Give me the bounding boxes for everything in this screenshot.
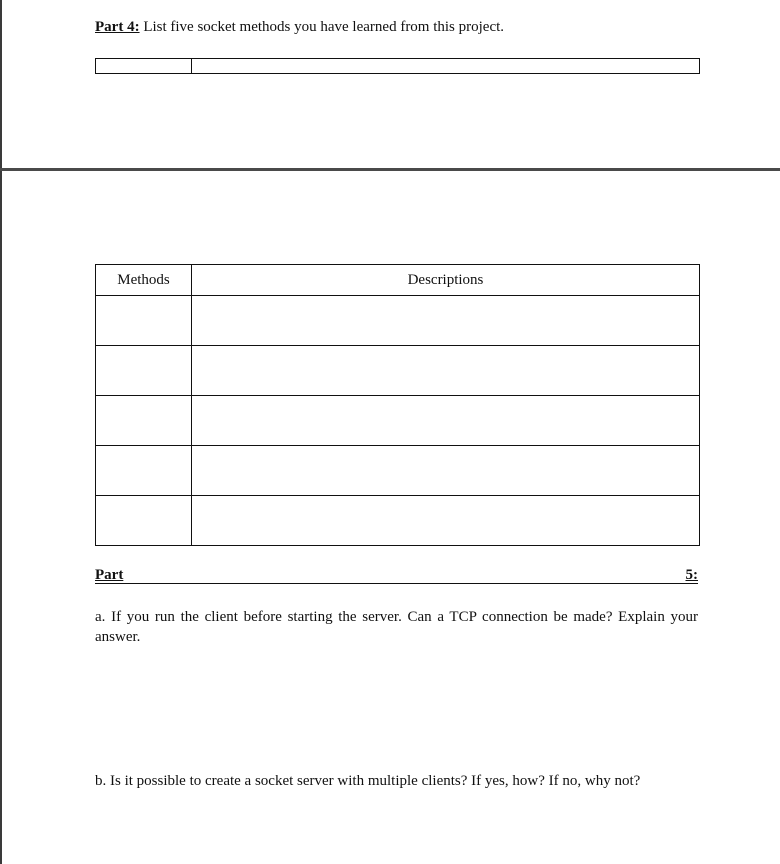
description-cell[interactable] xyxy=(192,496,700,546)
method-cell[interactable] xyxy=(96,496,192,546)
table-stub-top xyxy=(95,58,700,74)
question-b: b. Is it possible to create a socket server with multiple clients? If yes, how? If no, why not? xyxy=(95,773,641,789)
part4-label: Part 4: xyxy=(95,19,140,35)
header-methods: Methods xyxy=(96,265,192,296)
part4-text: List five socket methods you have learned from this project. xyxy=(139,19,505,35)
table-header-row xyxy=(96,265,700,296)
part5-heading xyxy=(95,566,698,584)
description-cell[interactable] xyxy=(192,396,700,446)
table-row xyxy=(96,296,700,346)
table-row xyxy=(96,496,700,546)
table-row xyxy=(96,346,700,396)
table-stub-divider xyxy=(191,59,192,73)
page-break xyxy=(0,168,780,171)
question-a: a. If you run the client before starting the server. Can a TCP connection be made? Explain your answer. xyxy=(95,609,698,645)
table-row xyxy=(96,446,700,496)
method-cell[interactable] xyxy=(96,446,192,496)
methods-table xyxy=(95,264,700,546)
description-cell[interactable] xyxy=(192,296,700,346)
table-row xyxy=(96,396,700,446)
description-cell[interactable] xyxy=(192,446,700,496)
method-cell[interactable] xyxy=(96,346,192,396)
description-cell[interactable] xyxy=(192,346,700,396)
header-descriptions: Descriptions xyxy=(192,265,700,296)
part5-label-right: 5: xyxy=(685,567,698,583)
page-edge xyxy=(0,0,2,864)
method-cell[interactable] xyxy=(96,396,192,446)
part4-heading xyxy=(95,17,504,37)
part5-label-left: Part xyxy=(95,567,124,583)
method-cell[interactable] xyxy=(96,296,192,346)
